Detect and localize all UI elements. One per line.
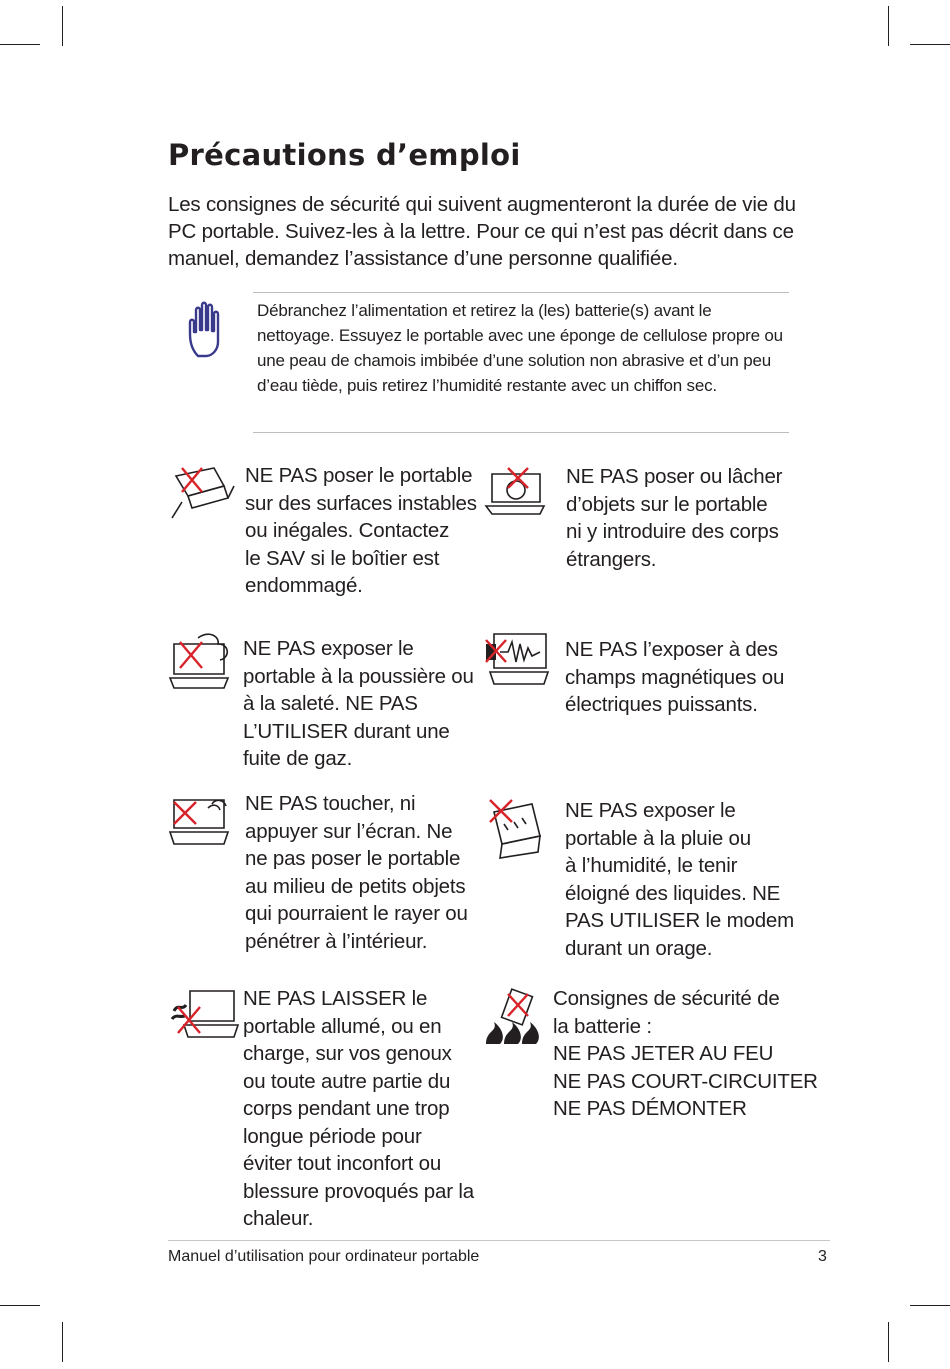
crop-mark — [888, 1322, 889, 1362]
footer-text: Manuel d’utilisation pour ordinateur portable — [168, 1248, 480, 1265]
intro-paragraph: Les consignes de sécurité qui suivent augmenteront la durée de vie du PC portable. Suivez-les à la lettre. Pour ce qui n’est pas décrit dans ce manuel, demandez l’assistance d’une personne qualifiée. — [168, 193, 796, 270]
unstable-surface-icon — [168, 462, 242, 526]
item-text: NE PAS poser ou lâcher d’objets sur le portable ni y introduire des corps étrangers. — [566, 465, 783, 571]
item-text: NE PAS exposer le portable à la pluie ou à l’humidité, le tenir éloigné des liquides. NE PAS UTILISER le modem durant un orage. — [565, 799, 794, 960]
page-number: 3 — [818, 1248, 827, 1265]
crop-mark — [888, 6, 889, 46]
item-text: NE PAS LAISSER le portable allumé, ou en charge, sur vos genoux ou toute autre partie du corps pendant une trop longue période pour éviter tout inconfort ou blessure provoqués par la chaleur. — [243, 987, 474, 1230]
rain-icon — [482, 796, 556, 860]
dust-icon — [168, 632, 242, 696]
crop-mark — [0, 1305, 40, 1306]
battery-fire-icon — [482, 986, 556, 1050]
item-text: NE PAS poser le portable sur des surfaces instables ou inégales. Contactez le SAV si le boîtier est endommagé. — [245, 464, 477, 597]
item-text: Consignes de sécurité de la batterie : NE PAS JETER AU FEU NE PAS COURT-CIRCUITER NE PAS DÉMONTER — [553, 987, 818, 1120]
touch-screen-icon — [168, 790, 242, 854]
note-bottom-rule — [253, 432, 789, 433]
crop-mark — [62, 1322, 63, 1362]
crop-mark — [62, 6, 63, 46]
crop-mark — [0, 44, 40, 45]
item-text: NE PAS toucher, ni appuyer sur l’écran. Ne ne pas poser le portable au milieu de petits objets qui pourraient le rayer ou pénétrer à l’intérieur. — [245, 792, 468, 953]
note-text: Débranchez l’alimentation et retirez la (les) batterie(s) avant le nettoyage. Essuyez le portable avec une éponge de cellulose propre ou une peau de chamois imbibée d’une solution non abrasive et d’un peu d’eau tiède, puis retirez l’humidité restante avec un chiffon sec. — [257, 301, 783, 395]
crop-mark — [910, 1305, 950, 1306]
page-title: Précautions d’emploi — [168, 138, 521, 172]
item-text: NE PAS l’exposer à des champs magnétiques ou électriques puissants. — [565, 638, 785, 716]
note-top-rule — [253, 292, 789, 293]
crop-mark — [910, 44, 950, 45]
foreign-objects-icon — [482, 462, 556, 526]
item-text: NE PAS exposer le portable à la poussière ou à la saleté. NE PAS L’UTILISER durant une fuite de gaz. — [243, 637, 474, 770]
footer-rule — [168, 1240, 830, 1241]
hand-stop-icon — [184, 300, 232, 362]
magnetic-field-icon — [482, 630, 556, 694]
heat-lap-icon — [168, 985, 242, 1049]
